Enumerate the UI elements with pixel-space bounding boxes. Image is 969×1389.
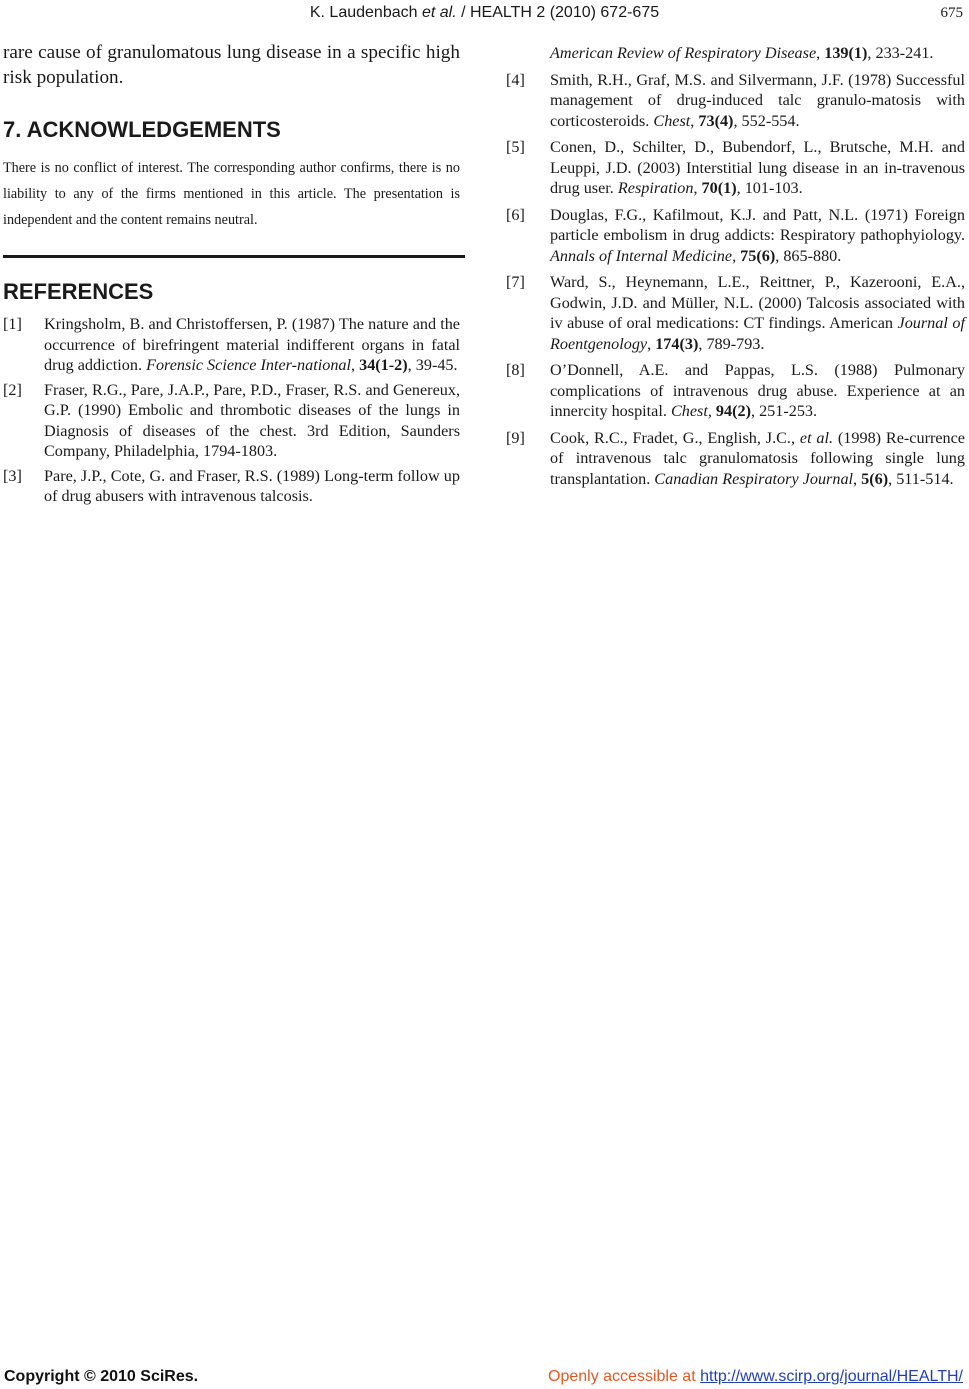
reference-list-right	[506, 70, 965, 490]
reference-authors: Smith, R.H., Graf, M.S. and Silvermann, J.F. (1978) Successful management of drug-induced talc granulo-matosis with corticosteroids.	[550, 70, 965, 130]
reference-authors: Douglas, F.G., Kafilmout, K.J. and Patt, N.L. (1971) Foreign particle embolism in drug addicts: Respiratory pathophyiology.	[550, 205, 965, 244]
reference-etal: et al.	[799, 428, 834, 447]
reference-number: [1]	[3, 315, 22, 333]
running-head	[0, 2, 969, 24]
reference-journal: Annals of Internal Medicine	[550, 246, 733, 265]
reference-volume: 94(2)	[715, 402, 751, 420]
reference-8	[506, 360, 965, 422]
reference-separator: ,	[732, 246, 741, 265]
journal-url-link[interactable]: http://www.scirp.org/journal/HEALTH/	[700, 1368, 963, 1385]
reference-volume: 75(6)	[740, 246, 776, 265]
reference-pages: , 865-880.	[775, 246, 842, 265]
reference-pages: , 39-45.	[407, 356, 458, 374]
reference-number: [2]	[3, 380, 22, 399]
reference-authors: O’Donnell, A.E. and Pappas, L.S. (1988) Pulmonary complications of intravenous drug abuse. Experience at an innercity hospital.	[550, 361, 965, 420]
reference-separator: ,	[351, 356, 360, 374]
reference-separator: ,	[707, 402, 716, 420]
reference-separator: ,	[647, 334, 656, 353]
reference-volume: 70(1)	[701, 179, 737, 197]
reference-authors: Cook, R.C., Fradet, G., English, J.C.,	[550, 428, 800, 447]
acknowledgements-text: There is no conflict of interest. The corresponding author confirms, there is no liability to any of the firms mentioned in this article. The presentation is independent and the content remains neutral.	[3, 160, 460, 228]
reference-7	[506, 272, 965, 354]
reference-separator: ,	[693, 179, 702, 197]
reference-1	[3, 314, 460, 376]
reference-number: [7]	[506, 273, 525, 291]
reference-separator: ,	[853, 469, 862, 488]
reference-journal: Respiration	[617, 179, 694, 197]
reference-pages: , 101-103.	[736, 179, 803, 197]
reference-pages: , 233-241.	[867, 44, 934, 62]
reference-authors: Conen, D., Schilter, D., Bubendorf, L., Brutsche, M.H. and Leuppi, J.D. (2003) Interstitial lung disease in an in-travenous drug user.	[550, 138, 965, 197]
reference-number: [3]	[3, 466, 22, 485]
reference-pages: , 552-554.	[733, 111, 800, 130]
reference-authors: Ward, S., Heynemann, L.E., Reittner, P., Kazerooni, E.A., Godwin, J.D. and Müller, N.L. (2000) Talcosis associated with iv abuse of oral medications: CT findings. American	[550, 273, 965, 332]
page-number: 675	[940, 5, 963, 21]
references-heading: REFERENCES	[3, 279, 154, 304]
left-column	[3, 40, 460, 511]
reference-title: (1998) Re-currence of intravenous talc granulomatosis following single lung transplantation.	[550, 428, 965, 488]
copyright-notice: Copyright © 2010 SciRes.	[4, 1368, 199, 1385]
acknowledgements-heading: 7. ACKNOWLEDGEMENTS	[3, 117, 281, 142]
reference-pages: , 251-253.	[750, 402, 818, 420]
reference-authors: Pare, J.P., Cote, G. and Fraser, R.S. (1989) Long-term follow up of drug abusers with intravenous talcosis.	[44, 466, 460, 505]
reference-2	[3, 380, 460, 462]
reference-list-left	[3, 314, 460, 507]
reference-separator: ,	[816, 44, 825, 62]
reference-volume: 34(1-2)	[359, 356, 408, 374]
reference-number: [4]	[506, 70, 525, 89]
reference-separator: ,	[690, 111, 699, 130]
running-head-journal: / HEALTH 2 (2010) 672-675	[456, 4, 660, 21]
reference-volume: 73(4)	[698, 111, 734, 130]
reference-journal: Chest	[653, 111, 691, 130]
running-head-authors: K. Laudenbach	[309, 4, 422, 21]
reference-number: [9]	[506, 428, 525, 447]
reference-3	[3, 466, 460, 507]
reference-pages: , 789-793.	[698, 334, 765, 353]
reference-volume: 5(6)	[861, 469, 889, 488]
reference-number: [6]	[506, 205, 525, 224]
reference-6	[506, 205, 965, 267]
open-access-label: Openly accessible at	[548, 1368, 701, 1385]
reference-pages: , 511-514.	[888, 469, 954, 488]
reference-9	[506, 428, 965, 490]
reference-journal: Journal of Roentgenology	[550, 314, 965, 353]
reference-journal: American Review of Respiratory Disease	[550, 44, 817, 62]
reference-4	[506, 70, 965, 132]
reference-number: [5]	[506, 138, 525, 156]
reference-journal: Forensic Science Inter-national	[146, 356, 352, 374]
intro-paragraph: rare cause of granulomatous lung disease in a specific high risk population.	[3, 42, 460, 88]
reference-volume: 174(3)	[655, 334, 699, 353]
page-footer	[0, 1366, 969, 1388]
right-column	[506, 43, 965, 495]
reference-journal: Canadian Respiratory Journal	[654, 469, 854, 488]
reference-authors: Fraser, R.G., Pare, J.A.P., Pare, P.D., Fraser, R.S. and Genereux, G.P. (1990) Embolic and thrombotic diseases of the lungs in Diagnosis of diseases of the chest. 3rd Edition, Saunders Company, Philadelphia, 1794-1803.	[44, 380, 460, 460]
reference-3-continuation	[506, 43, 965, 64]
reference-5	[506, 137, 965, 199]
section-divider	[3, 255, 465, 258]
open-access-notice	[548, 1366, 963, 1388]
reference-volume: 139(1)	[824, 44, 868, 62]
reference-number: [8]	[506, 361, 525, 379]
reference-journal: Chest	[670, 402, 708, 420]
running-head-etal: et al.	[421, 4, 457, 21]
reference-authors: Kringsholm, B. and Christoffersen, P. (1987) The nature and the occurrence of birefringent material indifferent organs in fatal drug addiction.	[44, 315, 460, 374]
